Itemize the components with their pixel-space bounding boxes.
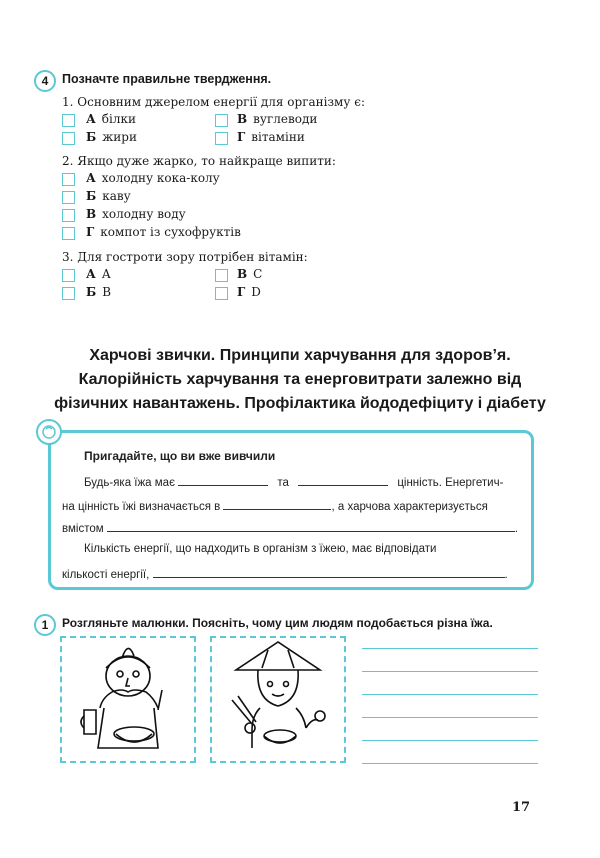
- option-label: А холодну кока-колу: [86, 171, 220, 185]
- writing-line: [362, 694, 538, 695]
- answer-checkbox[interactable]: [215, 287, 228, 300]
- reminder-title: Пригадайте, що ви вже вивчили: [84, 449, 276, 463]
- reminder-line: Кількість енергії, що надходить в організм з їжею, має відповідати: [84, 543, 437, 555]
- fill-in-blank[interactable]: [178, 473, 268, 486]
- answer-checkbox[interactable]: [62, 227, 75, 240]
- task-number-badge: 4: [34, 70, 56, 92]
- task-title: Розгляньте малюнки. Поясніть, чому цим людям подобається різна їжа.: [62, 616, 493, 630]
- answer-checkbox[interactable]: [62, 173, 75, 186]
- writing-line: [362, 740, 538, 741]
- heading-line: Калорійність харчування та енерговитрати залежно від: [78, 371, 522, 388]
- option-label: А білки: [86, 112, 136, 126]
- option-label: Г компот із сухофруктів: [86, 225, 241, 239]
- writing-line: [362, 717, 538, 718]
- answer-checkbox[interactable]: [62, 287, 75, 300]
- page-number: 17: [512, 800, 531, 815]
- task-title: Позначте правильне твердження.: [62, 72, 272, 86]
- heading-line: фізичних навантажень. Профілактика йододефіциту і діабету: [54, 395, 546, 412]
- option-label: Б В: [86, 285, 112, 299]
- reminder-line: вмістом .: [62, 519, 532, 535]
- answer-checkbox[interactable]: [62, 191, 75, 204]
- answer-checkbox[interactable]: [62, 132, 75, 145]
- illustration-frame: [60, 636, 196, 763]
- answer-checkbox[interactable]: [215, 269, 228, 282]
- reminder-line: на цінність їжі визначається в , а харчова характеризується: [62, 497, 532, 513]
- writing-line: [362, 671, 538, 672]
- fill-in-blank[interactable]: [223, 497, 331, 510]
- reminder-line: кількості енергії, .: [62, 565, 532, 581]
- option-label: Г вітаміни: [237, 130, 305, 144]
- fill-in-blank[interactable]: [107, 519, 515, 532]
- answer-checkbox[interactable]: [215, 132, 228, 145]
- task-number-badge: 1: [34, 614, 56, 636]
- answer-lines[interactable]: [362, 646, 538, 766]
- section-heading: [30, 344, 570, 416]
- option-label: Б каву: [86, 189, 131, 203]
- option-label: В вуглеводи: [237, 112, 318, 126]
- option-label: В С: [237, 267, 263, 281]
- answer-checkbox[interactable]: [62, 269, 75, 282]
- fill-in-blank[interactable]: [298, 473, 388, 486]
- reminder-icon: [36, 419, 62, 445]
- option-label: Г D: [237, 285, 261, 299]
- man-eating-illustration: [62, 638, 194, 761]
- writing-line: [362, 648, 538, 649]
- option-label: А А: [86, 267, 111, 281]
- option-label: Б жири: [86, 130, 137, 144]
- question-text: 1. Основним джерелом енергії для організму є:: [62, 95, 366, 109]
- answer-checkbox[interactable]: [62, 114, 75, 127]
- question-text: 3. Для гостроти зору потрібен вітамін:: [62, 250, 308, 264]
- heading-line: Харчові звички. Принципи харчування для здоров’я.: [89, 347, 511, 364]
- person-with-chopsticks-illustration: [212, 638, 344, 761]
- question-text: 2. Якщо дуже жарко, то найкраще випити:: [62, 154, 336, 168]
- reminder-line: Будь-яка їжа має та цінність. Енергетич-: [84, 473, 524, 489]
- writing-line: [362, 763, 538, 764]
- answer-checkbox[interactable]: [62, 209, 75, 222]
- option-label: В холодну воду: [86, 207, 186, 221]
- illustration-frame: [210, 636, 346, 763]
- answer-checkbox[interactable]: [215, 114, 228, 127]
- fill-in-blank[interactable]: [153, 565, 505, 578]
